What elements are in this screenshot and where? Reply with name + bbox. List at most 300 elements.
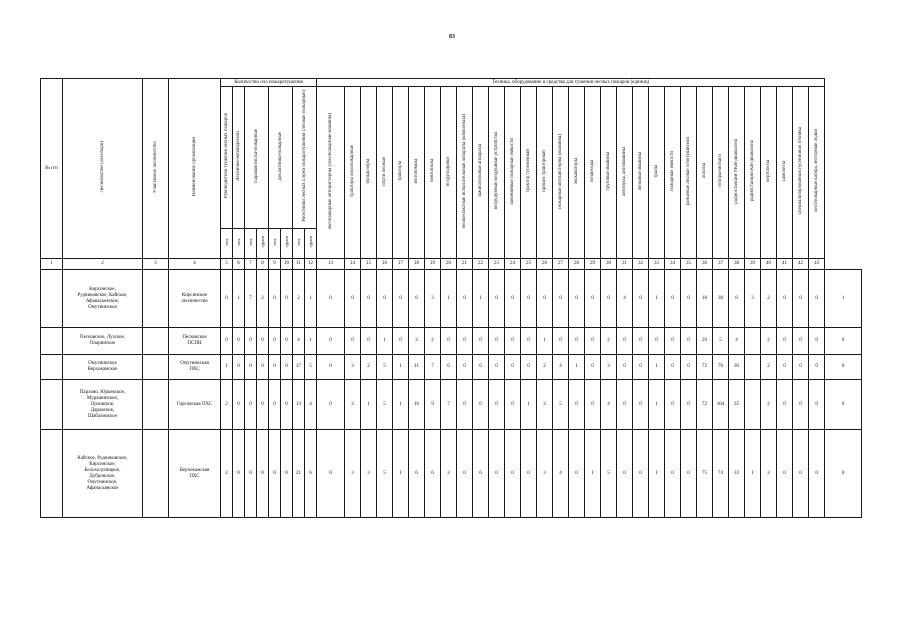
forces-col-header: Работники лесных служб пожаротушения (лесные пожарные) [293,87,317,229]
value-cell: 0 [489,430,505,518]
equipment-col-header: мотопомпы [409,87,425,259]
column-number: 33 [649,259,665,270]
equipment-col-header: тракторы [393,87,409,259]
value-cell: 0 [281,380,293,430]
value-cell: 0 [793,380,809,430]
table-row [41,380,862,430]
value-cell: 0 [521,355,537,380]
value-cell: 35 [729,380,745,430]
value-cell: 5 [377,430,393,518]
value-cell: 1 [305,270,317,328]
forces-col-header: Руководители тушения лесных пожаров [221,87,233,229]
value-cell: 0 [633,430,649,518]
value-cell: 0 [489,355,505,380]
table-row [41,328,862,355]
value-cell: 1 [649,380,665,430]
value-cell: 2 [537,355,553,380]
column-number: 38 [729,259,745,270]
value-cell: 0 [281,355,293,380]
column-number: 18 [409,259,425,270]
value-cell: 1 [649,270,665,328]
value-cell: 4 [729,328,745,355]
column-number: 30 [601,259,617,270]
value-cell: 0 [825,328,862,355]
equipment-col-header: бесконтактные испытательные аппараты (комплексы) [457,87,473,259]
equipment-col-header: воздуходувки [441,87,457,259]
value-cell: 0 [585,270,601,328]
equipment-col-header: грузовые машины [601,87,617,259]
value-cell: 6 [409,430,425,518]
value-cell: 2 [761,380,777,430]
equipment-col-header: вездеходы [585,87,601,259]
equipment-col-header: тракторы лесопожарные [345,87,361,259]
column-number: 20 [441,259,457,270]
value-cell: 7 [245,270,257,328]
value-cell: 5 [713,328,729,355]
value-cell: 0 [457,355,473,380]
value-cell: 17 [293,355,305,380]
value-cell: 1 [473,270,489,328]
value-cell: 0 [777,270,793,328]
column-number: 5 [221,259,233,270]
value-cell: 1 [393,380,409,430]
value-cell: 0 [489,328,505,355]
organization-cell: Омутнинская ПХС [169,355,221,380]
value-cell: 3 [537,430,553,518]
value-cell: 6 [473,355,489,380]
equipment-group-header: Техника, оборудование и средства для тушения лесных пожаров (единиц) [317,79,825,87]
value-cell: 2 [221,380,233,430]
value-cell: 76 [713,355,729,380]
value-cell: 1 [537,328,553,355]
value-cell: 1 [521,380,537,430]
value-cell: 0 [345,270,361,328]
value-cell: 1 [305,328,317,355]
value-cell: 3 [745,270,761,328]
column-number: 1 [41,259,63,270]
value-cell: 0 [681,355,697,380]
value-cell: 0 [257,430,269,518]
value-cell: 16 [409,380,425,430]
forces-group-header: Количество сил пожаротушения [221,79,317,87]
value-cell: 0 [361,328,377,355]
value-cell: 0 [457,380,473,430]
value-cell: 1 [221,355,233,380]
value-cell: 1 [361,380,377,430]
value-cell: 0 [521,270,537,328]
value-cell: 0 [245,355,257,380]
row-number-cell [41,355,63,380]
value-cell: 0 [245,328,257,355]
district-cell [143,355,169,380]
value-cell: 6 [473,430,489,518]
value-cell: 0 [585,355,601,380]
value-cell: 33 [729,430,745,518]
value-cell: 38 [713,270,729,328]
value-cell: 7 [441,380,457,430]
value-cell: 11 [409,355,425,380]
value-cell: 74 [713,430,729,518]
value-cell: 0 [665,430,681,518]
value-cell: 0 [233,328,245,355]
value-cell: 6 [473,380,489,430]
value-cell: 0 [221,270,233,328]
forest-fire-resources-table [40,78,862,518]
value-cell: 0 [777,430,793,518]
value-cell: 1 [825,270,862,328]
value-cell: 0 [505,270,521,328]
value-cell: 2 [761,355,777,380]
forces-unit-header: групп [281,229,293,259]
column-number: 15 [361,259,377,270]
value-cell: 0 [569,380,585,430]
value-cell: 3 [409,328,425,355]
column-number: 23 [489,259,505,270]
value-cell: 0 [665,270,681,328]
value-cell: 2 [761,430,777,518]
value-cell: 0 [777,380,793,430]
value-cell: 0 [617,430,633,518]
value-cell: 0 [317,328,345,355]
equipment-col-header: топоры-мотыги [713,87,729,259]
value-cell: 8 [729,270,745,328]
value-cell: 104 [713,380,729,430]
value-cell: 0 [825,430,862,518]
value-cell: 0 [521,430,537,518]
value-cell: 21 [293,430,305,518]
value-cell: 0 [281,430,293,518]
value-cell: 2 [761,270,777,328]
value-cell: 1 [585,430,601,518]
value-cell: 0 [317,430,345,518]
value-cell: 0 [809,328,825,355]
value-cell: 3 [345,380,361,430]
forces-col-header: Лесничие-наблюдатели [233,87,245,229]
value-cell: 0 [257,380,269,430]
equipment-col-header: экскаваторы [569,87,585,259]
column-number: 14 [345,259,361,270]
value-cell: 0 [665,355,681,380]
value-cell: 0 [681,380,697,430]
value-cell: 0 [793,355,809,380]
forces-unit-header: чел. [245,229,257,259]
column-number: 17 [393,259,409,270]
column-number: 29 [585,259,601,270]
column-number: 28 [569,259,585,270]
value-cell: 0 [665,328,681,355]
value-cell: 0 [233,430,245,518]
value-cell: 2 [361,355,377,380]
forces-unit-header: групп [305,229,317,259]
column-number: 9 [269,259,281,270]
equipment-col-header: бензопилы [425,87,441,259]
value-cell: 1 [393,430,409,518]
value-cell: 2 [441,430,457,518]
district-cell [143,430,169,518]
equipment-col-header: бульдозеры [361,87,377,259]
value-cell: 0 [393,328,409,355]
value-cell: 0 [269,355,281,380]
value-cell: 0 [553,328,569,355]
value-cell: 0 [793,328,809,355]
value-cell: 0 [633,380,649,430]
value-cell: 1 [393,355,409,380]
value-cell: 1 [233,270,245,328]
value-cell: 0 [505,355,521,380]
value-cell: 75 [697,430,713,518]
column-number: 12 [305,259,317,270]
value-cell: 4 [305,380,317,430]
forestry-cell: Пархово, Юрьевское, Мурашинское, Орловское, Даровское, Шабалинское [63,380,143,430]
value-cell: 0 [681,270,697,328]
value-cell [745,328,761,355]
value-cell: 1 [377,328,393,355]
equipment-col-header: лесопожарные катера, моторные лодки [809,87,825,259]
col-num-header: № п/п [41,79,63,259]
column-number: 43 [809,259,825,270]
equipment-col-header: лопаты [697,87,713,259]
value-cell: 0 [257,355,269,380]
forestry-cell: Кайское, Рудниковское, Кирсинское, Белохолуницкое, Дубровское, Омутнинское, Афанасьевское [63,430,143,518]
value-cell: 1 [441,270,457,328]
value-cell: 0 [441,328,457,355]
value-cell: 18 [697,270,713,328]
equipment-col-header: лесопожарные автоцистерны (лесопожарные машины) [317,87,345,259]
equipment-col-header: самолеты [777,87,793,259]
value-cell: 2 [601,328,617,355]
column-number: 24 [505,259,521,270]
value-cell: 0 [345,328,361,355]
value-cell: 2 [257,270,269,328]
value-cell: 0 [317,355,345,380]
value-cell [745,355,761,380]
value-cell: 2 [221,430,233,518]
equipment-col-header: ветродувные воздушные устройства [489,87,505,259]
column-number: 39 [745,259,761,270]
value-cell: 7 [425,355,441,380]
value-cell: 0 [809,380,825,430]
equipment-col-header: зажигательные аппараты [473,87,489,259]
page-number: 83 [449,34,455,40]
district-cell [143,328,169,355]
value-cell: 0 [473,328,489,355]
value-cell: 9 [425,380,441,430]
row-number-cell [41,380,63,430]
value-cell: 2 [293,270,305,328]
district-cell [143,380,169,430]
value-cell: 0 [537,270,553,328]
col-forestry-header: Лесничество (лесопарк) [63,79,143,259]
forces-unit-header: чел. [269,229,281,259]
value-cell: 0 [233,380,245,430]
value-cell: 3 [361,430,377,518]
value-cell: 0 [633,355,649,380]
value-cell: 0 [617,355,633,380]
column-number: 32 [633,259,649,270]
value-cell: 5 [377,355,393,380]
value-cell: 0 [233,355,245,380]
value-cell: 0 [649,328,665,355]
forces-col-header: Парашютисты-пожарные [245,87,269,229]
value-cell: 0 [377,270,393,328]
column-number: 36 [697,259,713,270]
equipment-col-header: специализированная гусеничная техника [793,87,809,259]
organization-cell: Песковское ПСПН [169,328,221,355]
equipment-col-header: пожарные автоцистерны (машины) [553,87,569,259]
value-cell: 0 [269,328,281,355]
value-cell: 2 [761,328,777,355]
equipment-col-header: плуги лесные [377,87,393,259]
value-cell: 1 [649,355,665,380]
value-cell: 0 [457,270,473,328]
column-number: 37 [713,259,729,270]
value-cell: 0 [777,355,793,380]
organization-cell: Гирсовская ПХС [169,380,221,430]
value-cell: 0 [245,430,257,518]
value-cell: 0 [221,328,233,355]
value-cell: 0 [569,430,585,518]
value-cell: 0 [585,380,601,430]
value-cell: 0 [553,270,569,328]
value-cell: 0 [825,355,862,380]
value-cell: 0 [809,270,825,328]
column-number: 6 [233,259,245,270]
value-cell: 0 [245,380,257,430]
value-cell: 0 [505,328,521,355]
column-number: 7 [245,259,257,270]
value-cell: 72 [697,355,713,380]
table-row [41,270,862,328]
value-cell: 4 [617,270,633,328]
value-cell: 0 [665,380,681,430]
column-number: 42 [793,259,809,270]
value-cell: 6 [441,355,457,380]
value-cell: 0 [457,430,473,518]
value-cell: 6 [305,430,317,518]
column-number: 13 [317,259,345,270]
row-number-cell [41,430,63,518]
value-cell: 1 [569,355,585,380]
value-cell: 3 [345,355,361,380]
equipment-col-header: легковые машины [633,87,649,259]
column-number: 26 [537,259,553,270]
value-cell: 72 [697,380,713,430]
column-number: 35 [681,259,697,270]
value-cell: 0 [825,380,862,430]
value-cell: 0 [269,270,281,328]
value-cell: 0 [505,380,521,430]
equipment-col-header: пожарные емкости [665,87,681,259]
row-number-cell [41,328,63,355]
column-number: 27 [553,259,569,270]
value-cell: 4 [553,355,569,380]
value-cell [745,380,761,430]
value-cell: 3 [537,380,553,430]
value-cell: 0 [521,328,537,355]
equipment-col-header: трактор гусеничный [521,87,537,259]
forces-unit-header: групп [257,229,269,259]
column-number: 16 [377,259,393,270]
value-cell: 0 [281,270,293,328]
value-cell: 0 [269,380,281,430]
column-number: 3 [143,259,169,270]
forestry-cell: Омутнинское Верхокамское [63,355,143,380]
value-cell: 0 [317,380,345,430]
value-cell: 0 [601,270,617,328]
value-cell: 0 [317,270,345,328]
value-cell: 2 [425,328,441,355]
equipment-col-header: автобусы, автомашины [617,87,633,259]
column-number: 40 [761,259,777,270]
value-cell: 0 [361,270,377,328]
value-cell: 0 [617,328,633,355]
value-cell: 0 [777,328,793,355]
column-number: 41 [777,259,793,270]
column-number: 2 [63,259,143,270]
column-number: 4 [169,259,221,270]
column-number: 22 [473,259,489,270]
value-cell: 3 [345,430,361,518]
equipment-col-header: радиостанции КВ-диапазона [745,87,761,259]
table-row [41,430,862,518]
organization-cell: Верхокамская ПХС [169,430,221,518]
column-number: 34 [665,259,681,270]
forces-unit-header: чел. [293,229,305,259]
value-cell: 20 [697,328,713,355]
value-cell: 5 [377,380,393,430]
equipment-col-header: прицеп тракторный [537,87,553,259]
value-cell: 0 [489,270,505,328]
forces-unit-header: чел. [221,229,233,259]
value-cell: 0 [269,430,281,518]
forces-col-header: Десантники-пожарные [269,87,293,229]
district-cell [143,270,169,328]
value-cell: 6 [409,270,425,328]
value-cell: 0 [393,270,409,328]
col-organization-header: Наименование организации [169,79,221,259]
col-district-header: Участковое лесничество [143,79,169,259]
value-cell: 1 [745,430,761,518]
column-number: 11 [293,259,305,270]
value-cell: 0 [617,380,633,430]
value-cell: 4 [553,430,569,518]
forestry-cell: Кирсинское, Рудниковское, Кайское, Афанасьевское, Омутнинское [63,270,143,328]
value-cell: 5 [553,380,569,430]
value-cell: 3 [425,270,441,328]
value-cell: 0 [633,270,649,328]
column-number: 8 [257,259,269,270]
value-cell: 5 [601,430,617,518]
table-row [41,355,862,380]
value-cell: 0 [809,430,825,518]
value-cell: 0 [569,328,585,355]
value-cell: 0 [505,430,521,518]
equipment-col-header: ранцевые лесные огнетушители [681,87,697,259]
forestry-cell: Песковское, Лузское, Опаринское [63,328,143,355]
forces-unit-header: чел. [233,229,245,259]
value-cell: 0 [681,430,697,518]
value-cell: 1 [649,430,665,518]
value-cell: 30 [729,355,745,380]
equipment-col-header: вертолеты [761,87,777,259]
column-number: 19 [425,259,441,270]
column-number: 31 [617,259,633,270]
value-cell: 5 [305,355,317,380]
equipment-col-header: тралы [649,87,665,259]
value-cell: 4 [601,380,617,430]
value-cell: 0 [585,328,601,355]
value-cell: 0 [457,328,473,355]
